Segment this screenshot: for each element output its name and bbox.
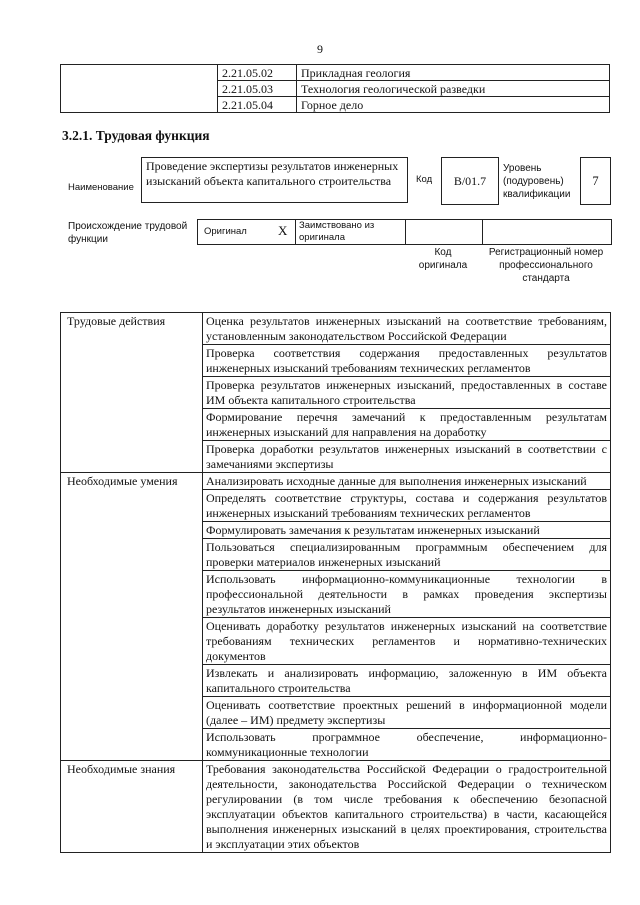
function-name-box [141, 157, 408, 203]
actions-item: Проверка результатов инженерных изысканий, предоставленных в составе ИМ объекта капитального строительства [203, 377, 611, 409]
okso-name: Технология геологической разведки [297, 81, 610, 97]
origin-row [197, 219, 612, 245]
skills-item: Использовать программное обеспечение, информационно-коммуникационные технологии [203, 729, 611, 761]
okso-code: 2.21.05.04 [218, 97, 297, 113]
page-number: 9 [317, 42, 323, 56]
code-caption: Код оригинала [418, 247, 468, 271]
skills-item: Использовать информационно-коммуникационные технологии в профессиональной деятельности в рамках проведения экспертизы результатов инженерных изысканий [203, 571, 611, 618]
original-label: Оригинал [204, 226, 247, 237]
origin-code-cell [406, 220, 483, 244]
function-code-box [441, 157, 499, 205]
category-label-actions: Трудовые действия [61, 313, 203, 473]
level-value: 7 [592, 173, 599, 188]
section-heading: 3.2.1. Трудовая функция [62, 128, 210, 143]
origin-original-cell [198, 220, 296, 244]
codes-table [60, 64, 610, 113]
origin-label: Происхождение трудовой функции [68, 221, 188, 245]
name-label: Наименование [68, 182, 134, 193]
skills-item: Пользоваться специализированным программным обеспечением для проверки материалов инженерных изысканий [203, 539, 611, 571]
codes-row [61, 65, 610, 81]
table-row [61, 313, 611, 345]
level-box [580, 157, 611, 205]
original-mark: X [278, 223, 288, 238]
table-row [61, 473, 611, 490]
borrowed-label: Заимствовано из оригинала [299, 220, 375, 243]
okso-code: 2.21.05.03 [218, 81, 297, 97]
actions-item: Оценка результатов инженерных изысканий на соответствие требованиям, установленным законодательством Российской Федерации [203, 313, 611, 345]
codes-blank-cell [61, 65, 218, 113]
origin-borrowed-cell [296, 220, 406, 244]
level-label: Уровень (подуровень) квалификации [503, 163, 571, 200]
actions-item: Формирование перечня замечаний к предоставленным результатам инженерных изысканий для направления на доработку [203, 409, 611, 441]
function-code: B/01.7 [453, 173, 487, 188]
okso-name: Прикладная геология [297, 65, 610, 81]
table-row [61, 761, 611, 853]
skills-item: Определять соответствие структуры, состава и содержания результатов инженерных изысканий требованиям технических регламентов [203, 490, 611, 522]
actions-item: Проверка доработки результатов инженерных изысканий в соответствии с замечаниями экспертизы [203, 441, 611, 473]
skills-item: Формулировать замечания к результатам инженерных изысканий [203, 522, 611, 539]
knowledge-item: Требования законодательства Российской Федерации о градостроительной деятельности, законодательства Российской Федерации о техническом регулировании (в том числе требования к обеспечению безопасной эксплуатации объектов капитального строительства) в части, касающейся выполнения инженерных изысканий в целях проектирования, строительства и эксплуатации этих объектов [203, 761, 611, 853]
skills-item: Оценивать доработку результатов инженерных изысканий на соответствие требованиям технических регламентов и нормативно-технических документов [203, 618, 611, 665]
reg-caption: Регистрационный номер профессионального стандарта [488, 247, 604, 284]
skills-item: Извлекать и анализировать информацию, заложенную в ИМ объекта капитального строительства [203, 665, 611, 697]
skills-item: Анализировать исходные данные для выполнения инженерных изысканий [203, 473, 611, 490]
code-label: Код [416, 174, 433, 185]
skills-item: Оценивать соответствие проектных решений в информационной модели (далее – ИМ) предмету экспертизы [203, 697, 611, 729]
actions-item: Проверка соответствия содержания предоставленных результатов инженерных изысканий требованиям технических регламентов [203, 345, 611, 377]
okso-name: Горное дело [297, 97, 610, 113]
labor-function-table [60, 312, 611, 853]
okso-code: 2.21.05.02 [218, 65, 297, 81]
category-label-skills: Необходимые умения [61, 473, 203, 761]
function-name: Проведение экспертизы результатов инженерных изысканий объекта капитального строительства [146, 159, 399, 188]
category-label-knowledge: Необходимые знания [61, 761, 203, 853]
